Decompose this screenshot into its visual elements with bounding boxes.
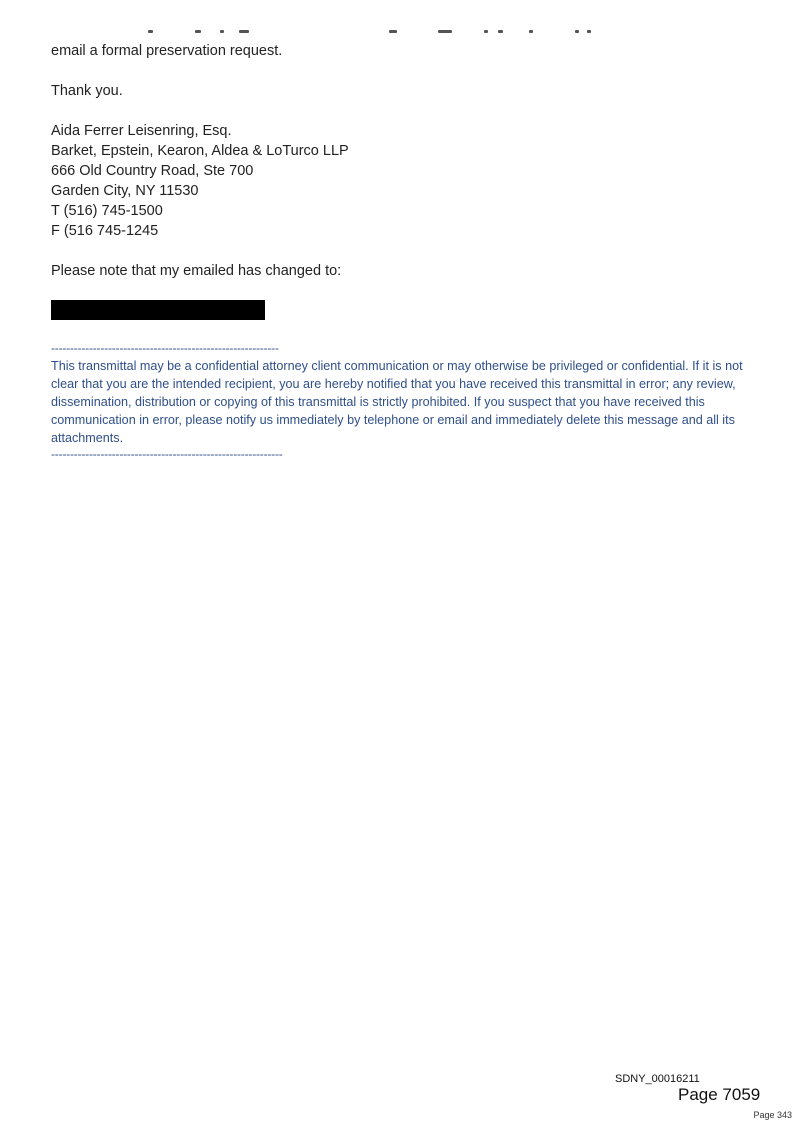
page-number-small: Page 343 xyxy=(753,1110,792,1120)
page-number: Page 7059 xyxy=(678,1085,761,1104)
email-change-note: Please note that my emailed has changed to: xyxy=(51,263,342,279)
preservation-request-line: email a formal preservation request. xyxy=(51,43,283,59)
cut-off-text-fragments xyxy=(52,30,672,36)
signature-name: Aida Ferrer Leisenring, Esq. xyxy=(51,123,232,139)
redacted-email-box xyxy=(51,300,265,320)
closing-thanks: Thank you. xyxy=(51,83,123,99)
disclaimer-divider-top: ------------------------------------------------------------ xyxy=(51,341,279,355)
signature-phone: T (516) 745-1500 xyxy=(51,203,163,219)
bates-number: SDNY_00016211 xyxy=(615,1073,700,1085)
signature-address-line1: 666 Old Country Road, Ste 700 xyxy=(51,163,254,179)
signature-firm: Barket, Epstein, Kearon, Aldea & LoTurco LLP xyxy=(51,143,349,159)
signature-address-line2: Garden City, NY 11530 xyxy=(51,183,199,199)
signature-fax: F (516 745-1245 xyxy=(51,223,159,239)
signature-block xyxy=(51,121,349,241)
disclaimer-divider-bottom: ------------------------------------------------------------- xyxy=(51,447,283,461)
confidentiality-disclaimer xyxy=(51,341,761,461)
disclaimer-text: This transmittal may be a confidential attorney client communication or may otherwise be privileged or confidential. If it is not clear that you are the intended recipient, you are hereby notified that you have received this transmittal in error; any review, dissemination, distribution or copying of this transmittal is strictly prohibited. If you suspect that you have received this communication in error, please notify us immediately by telephone or email and immediately delete this message and all its attachments. xyxy=(51,359,743,445)
